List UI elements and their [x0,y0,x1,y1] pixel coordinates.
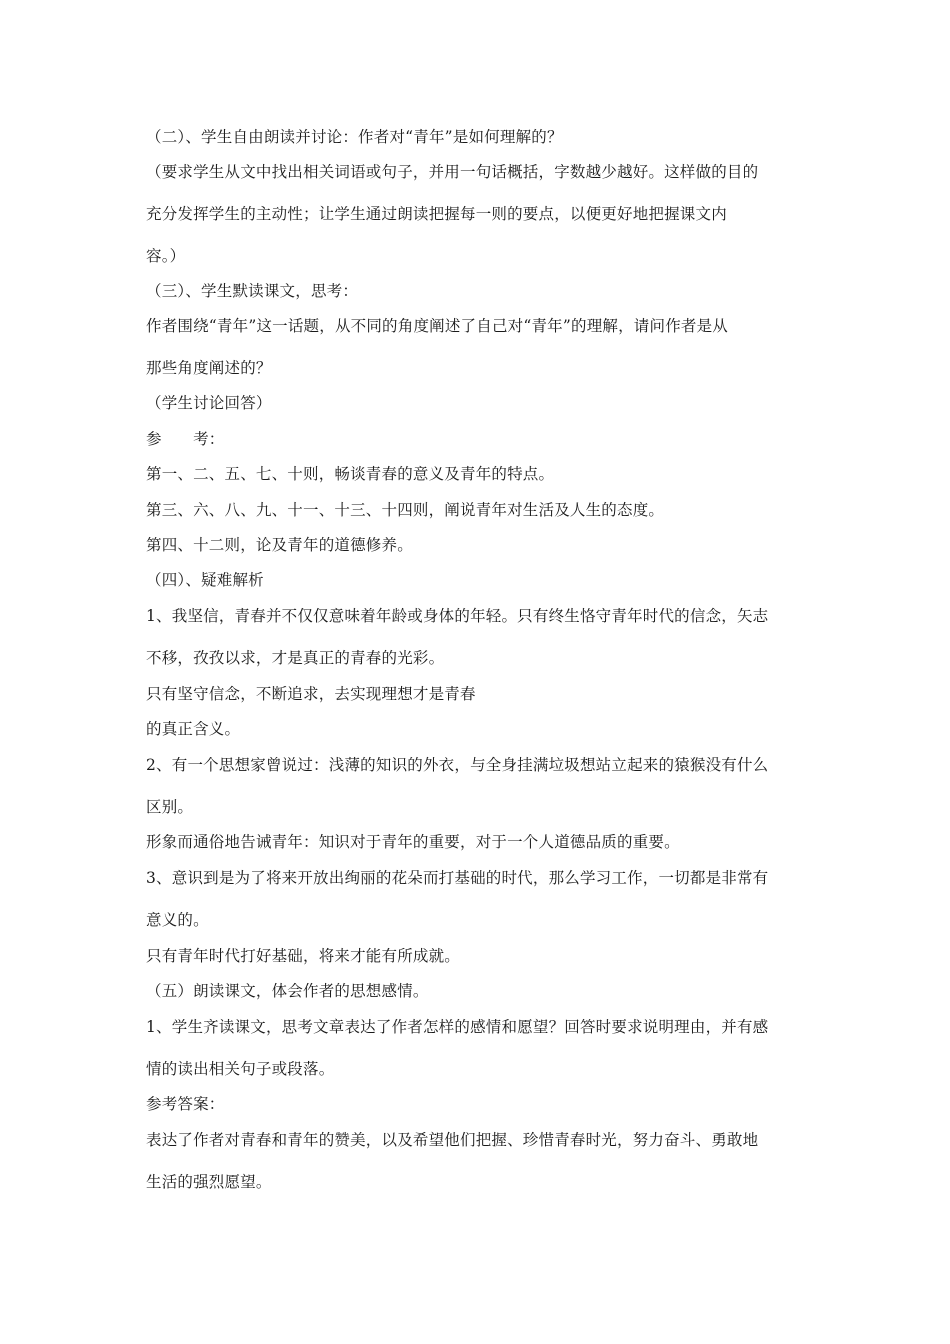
difficulty-2-line-1: 2、有一个思想家曾说过：浅薄的知识的外衣，与全身挂满垃圾想站立起来的猿猴没有什么 [146,756,769,774]
answer-label: 参考答案： [146,1095,225,1113]
answer-line-1: 表达了作者对青春和青年的赞美，以及希望他们把握、珍惜青春时光，努力奋斗、勇敢地 [146,1131,759,1149]
section-3-heading: （三）、学生默读课文，思考： [146,282,359,300]
difficulty-2-line-2: 区别。 [146,798,194,816]
reference-label: 参 考： [146,430,225,448]
section-5-task-line-1: 1、学生齐读课文，思考文章表达了作者怎样的感情和愿望？回答时要求说明理由，并有感 [146,1018,769,1036]
answer-line-2: 生活的强烈愿望。 [146,1173,272,1191]
section-2-note-line-3: 容。） [146,247,186,265]
section-5-task-line-2: 情的读出相关句子或段落。 [146,1060,335,1078]
section-5-heading: （五）朗读课文，体会作者的思想感情。 [146,982,429,1000]
difficulty-1-answer-line-2: 的真正含义。 [146,720,241,738]
section-3-question-line-2: 那些角度阐述的？ [146,359,272,377]
section-2-note-line-2: 充分发挥学生的主动性；让学生通过朗读把握每一则的要点，以便更好地把握课文内 [146,205,727,223]
section-4-heading: （四）、疑难解析 [146,571,264,589]
section-3-discussion: （学生讨论回答） [146,394,272,412]
section-2-note-line-1: （要求学生从文中找出相关词语或句子，并用一句话概括，字数越少越好。这样做的目的 [146,163,759,181]
reference-item-3: 第四、十二则，论及青年的道德修养。 [146,536,413,554]
section-2-heading: （二）、学生自由朗读并讨论：作者对“青年”是如何理解的？ [146,128,563,146]
difficulty-1-answer-line-1: 只有坚守信念，不断追求，去实现理想才是青春 [146,685,476,703]
difficulty-3-answer: 只有青年时代打好基础，将来才能有所成就。 [146,947,461,965]
section-3-question-line-1: 作者围绕“青年”这一话题，从不同的角度阐述了自己对“青年”的理解，请问作者是从 [146,317,728,335]
difficulty-3-line-1: 3、意识到是为了将来开放出绚丽的花朵而打基础的时代，那么学习工作，一切都是非常有 [146,869,769,887]
difficulty-3-line-2: 意义的。 [146,911,209,929]
difficulty-1-line-1: 1、我坚信，青春并不仅仅意味着年龄或身体的年轻。只有终生恪守青年时代的信念，矢志 [146,607,769,625]
difficulty-2-answer: 形象而通俗地告诫青年：知识对于青年的重要，对于一个人道德品质的重要。 [146,833,680,851]
difficulty-1-line-2: 不移，孜孜以求，才是真正的青春的光彩。 [146,649,445,667]
reference-item-2: 第三、六、八、九、十一、十三、十四则，阐说青年对生活及人生的态度。 [146,501,665,519]
reference-item-1: 第一、二、五、七、十则，畅谈青春的意义及青年的特点。 [146,465,555,483]
